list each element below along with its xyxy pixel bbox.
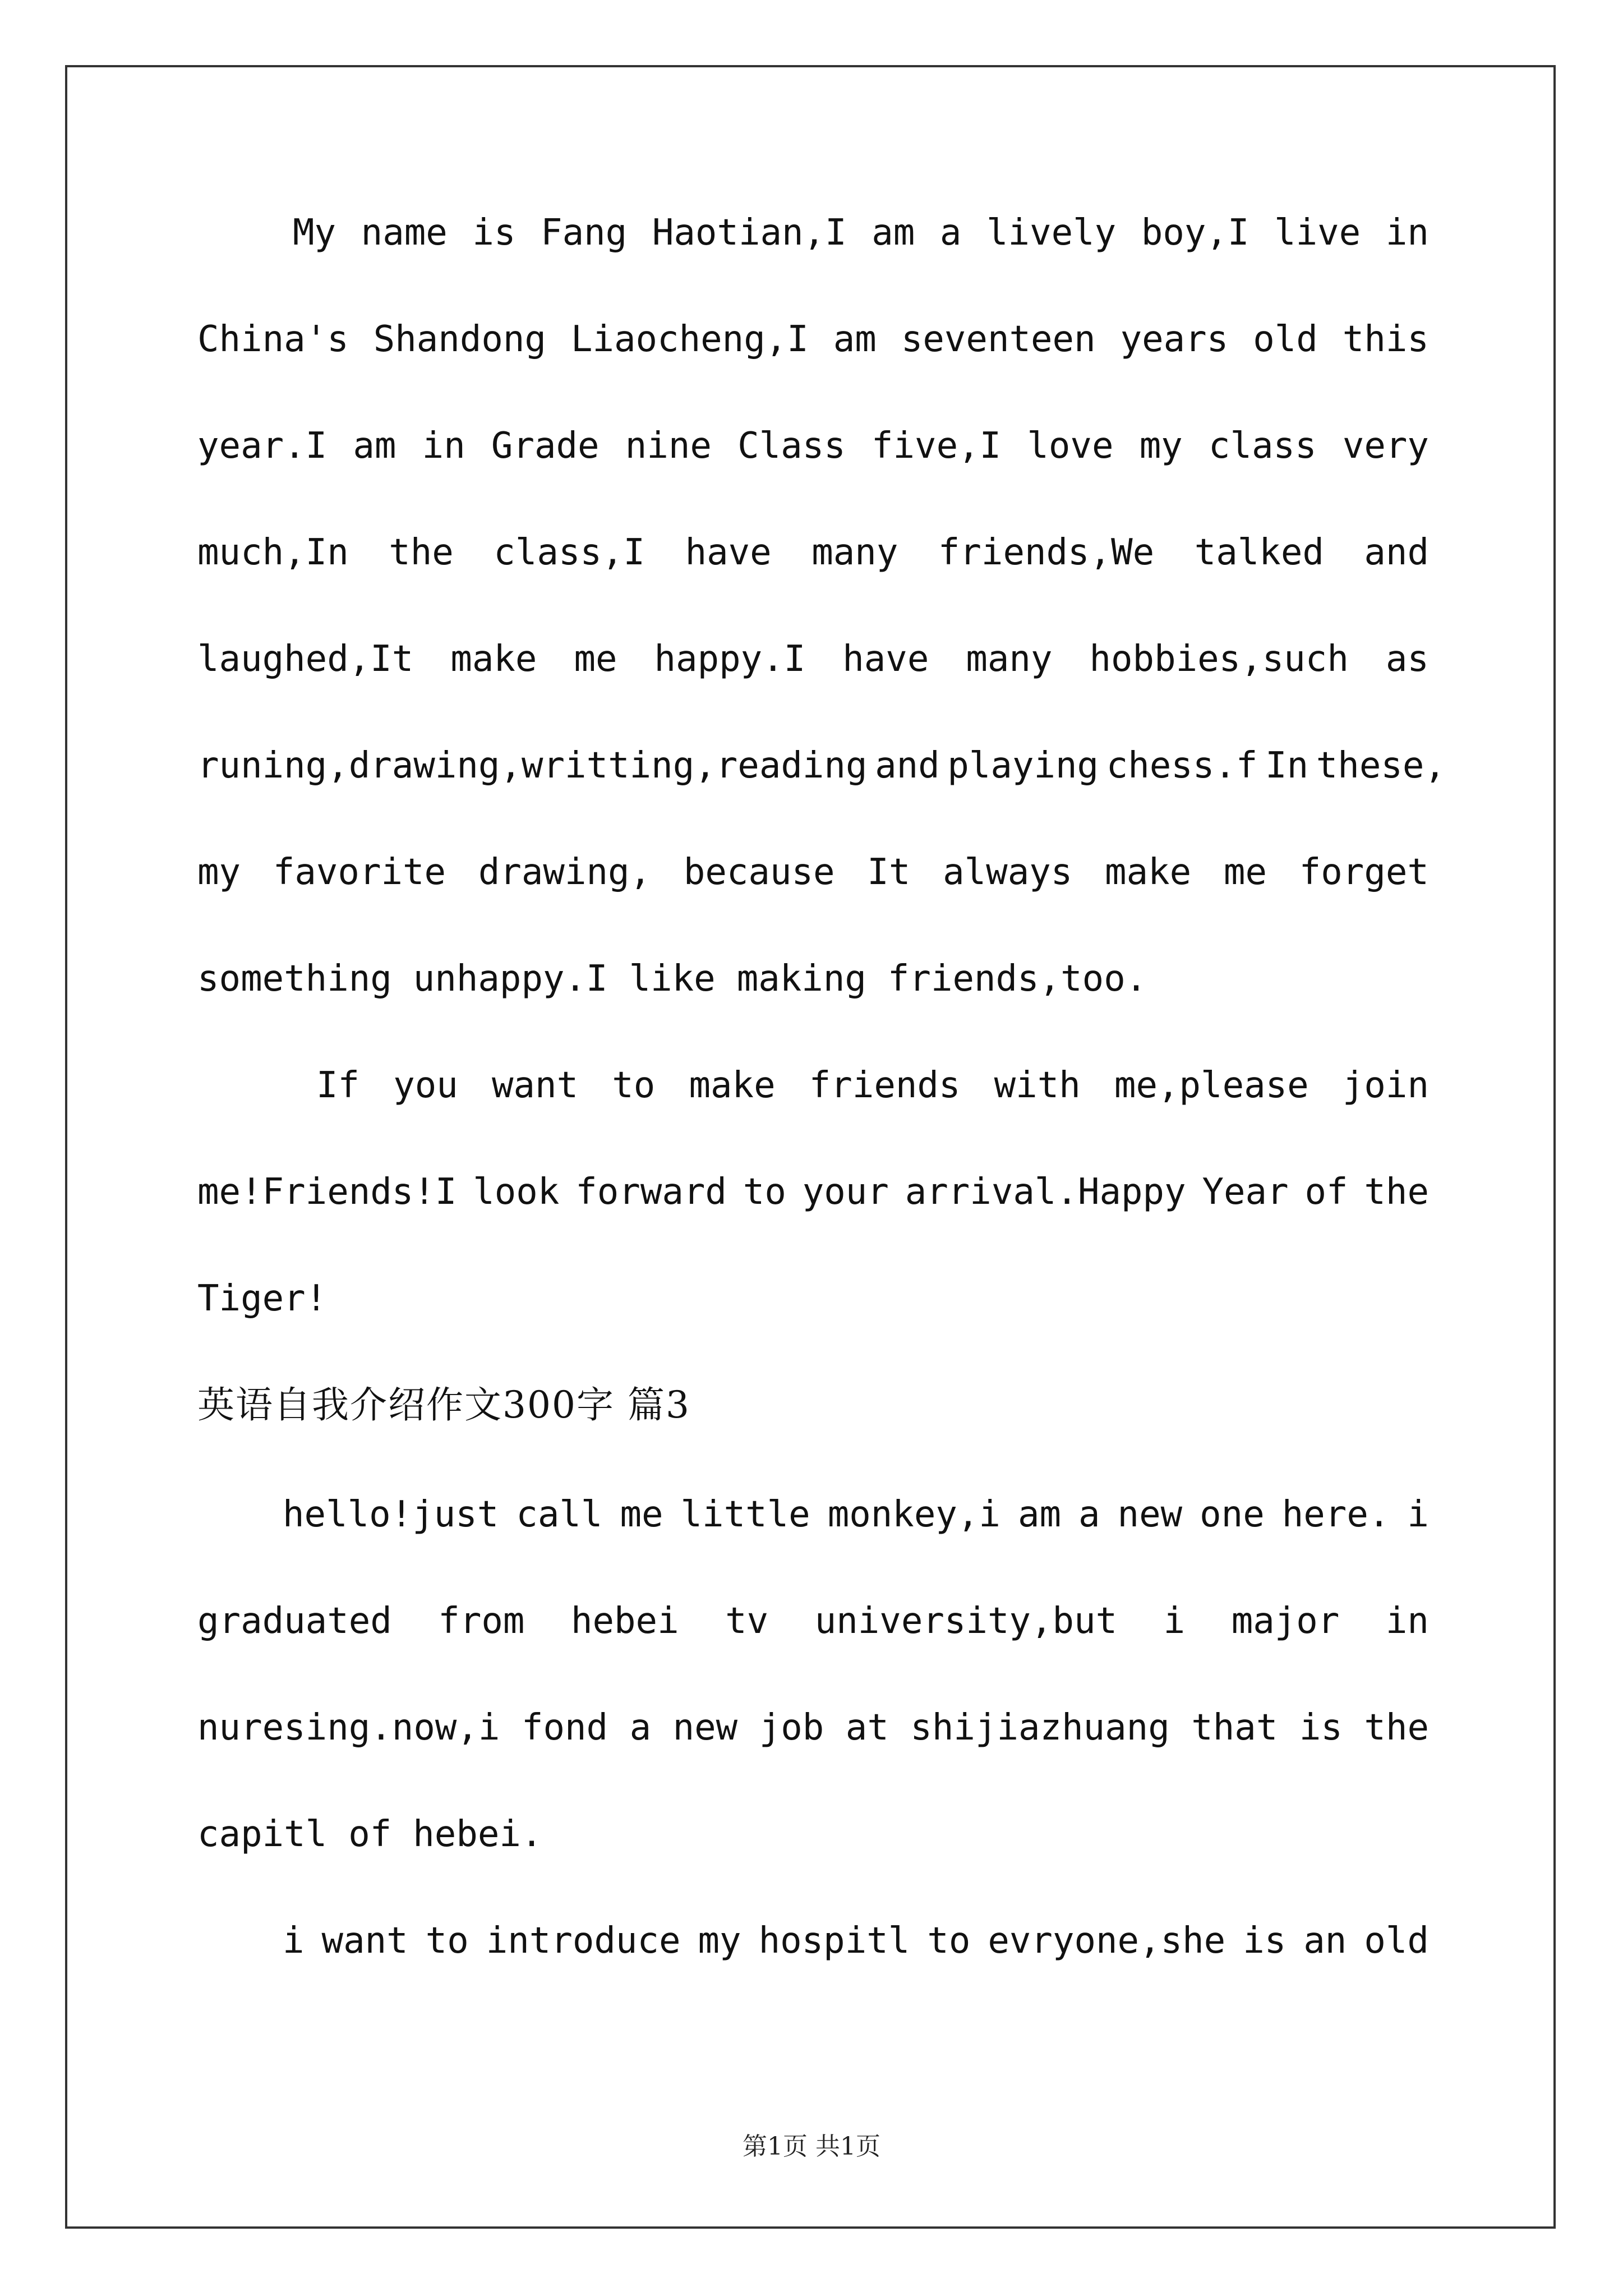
page-footer: 第1页 共1页 xyxy=(743,2132,880,2161)
word: make xyxy=(689,1065,776,1106)
text-line xyxy=(293,202,1429,264)
word: new xyxy=(672,1707,738,1749)
word: friends,We xyxy=(938,532,1155,573)
word: seventeen xyxy=(901,319,1096,360)
word: here. xyxy=(1281,1494,1390,1535)
word: have xyxy=(842,638,929,680)
word: new xyxy=(1117,1494,1183,1535)
word: hebei xyxy=(570,1600,679,1642)
word: a xyxy=(1078,1494,1100,1535)
word: chess.f xyxy=(1106,745,1258,786)
word: to xyxy=(743,1171,786,1213)
word: me!Friends!I xyxy=(197,1171,457,1213)
word: many xyxy=(811,532,898,573)
word: a xyxy=(939,212,962,254)
text-line xyxy=(197,1590,1429,1652)
word: My xyxy=(293,212,336,254)
text-line xyxy=(197,1803,564,1865)
word: nuresing.now,i xyxy=(197,1707,500,1749)
word: runing,drawing,writting,reading xyxy=(197,745,868,786)
text-line xyxy=(197,415,1429,477)
word: Class xyxy=(737,425,846,467)
word: introduce xyxy=(486,1920,681,1962)
word: your xyxy=(802,1171,889,1213)
word: class,I xyxy=(494,532,645,573)
word: because xyxy=(683,852,835,893)
word: Grade xyxy=(491,425,600,467)
word: at xyxy=(845,1707,889,1749)
text-line xyxy=(197,1161,1429,1223)
word: hebei. xyxy=(413,1814,543,1855)
word: unhappy.I xyxy=(413,958,608,1000)
word: me xyxy=(574,638,617,680)
word: is xyxy=(472,212,516,254)
word: make xyxy=(1105,852,1192,893)
word: and xyxy=(875,745,940,786)
word: old xyxy=(1364,1920,1429,1962)
word: monkey,i xyxy=(827,1494,1000,1535)
word: major xyxy=(1231,1600,1340,1642)
word: drawing, xyxy=(478,852,652,893)
word: join xyxy=(1342,1065,1429,1106)
word: love xyxy=(1027,425,1114,467)
word: Liaocheng,I xyxy=(570,319,809,360)
section-heading: 英语自我介绍作文300字 篇3 xyxy=(197,1383,690,1427)
text-line xyxy=(316,1055,1429,1116)
word: like xyxy=(629,958,716,1000)
text-line xyxy=(197,1268,348,1329)
word: five,I xyxy=(871,425,1002,467)
word: nine xyxy=(625,425,712,467)
word: am xyxy=(872,212,915,254)
word: little xyxy=(680,1494,810,1535)
word: an xyxy=(1303,1920,1347,1962)
word: shijiazhuang xyxy=(910,1707,1170,1749)
word: live xyxy=(1274,212,1361,254)
word: want xyxy=(321,1920,408,1962)
word: my xyxy=(698,1920,741,1962)
word: my xyxy=(1139,425,1183,467)
word: the xyxy=(1364,1171,1429,1213)
word: me,please xyxy=(1114,1065,1309,1106)
text-line xyxy=(197,628,1429,690)
word: If xyxy=(316,1065,360,1106)
word: evryone,she xyxy=(988,1920,1226,1962)
text-line xyxy=(283,1484,1429,1545)
word: is xyxy=(1243,1920,1287,1962)
word: make xyxy=(450,638,537,680)
word: to xyxy=(612,1065,656,1106)
word: in xyxy=(422,425,465,467)
page-border xyxy=(65,65,1556,2229)
word: Fang xyxy=(541,212,628,254)
word: tv xyxy=(725,1600,769,1642)
word: of xyxy=(348,1814,392,1855)
word: laughed,It xyxy=(197,638,414,680)
text-line xyxy=(283,1910,1429,1972)
word: me xyxy=(620,1494,663,1535)
word: hello!just xyxy=(283,1494,499,1535)
word: university,but xyxy=(814,1600,1118,1642)
word: call xyxy=(516,1494,603,1535)
word: am xyxy=(353,425,396,467)
word: making xyxy=(736,958,866,1000)
word: that xyxy=(1191,1707,1278,1749)
word: name xyxy=(361,212,448,254)
word: lively xyxy=(986,212,1117,254)
word: hospitl xyxy=(758,1920,910,1962)
word: favorite xyxy=(273,852,446,893)
word: to xyxy=(425,1920,469,1962)
word: always xyxy=(943,852,1073,893)
word: arrival.Happy xyxy=(905,1171,1186,1213)
word: Year xyxy=(1202,1171,1289,1213)
word: me xyxy=(1223,852,1267,893)
word: years xyxy=(1120,319,1229,360)
word: forward xyxy=(575,1171,727,1213)
word: one xyxy=(1200,1494,1265,1535)
word: am xyxy=(833,319,877,360)
text-line xyxy=(197,1697,1429,1759)
word: want xyxy=(491,1065,579,1106)
word: Haotian,I xyxy=(652,212,847,254)
word: much,In xyxy=(197,532,349,573)
word: this xyxy=(1342,319,1429,360)
text-line xyxy=(197,522,1429,583)
word: friends,too. xyxy=(887,958,1147,1000)
word: very xyxy=(1342,425,1429,467)
word: is xyxy=(1299,1707,1343,1749)
word: my xyxy=(197,852,241,893)
word: hobbies,such xyxy=(1089,638,1349,680)
word: forget xyxy=(1299,852,1429,893)
word: something xyxy=(197,958,392,1000)
word: talked xyxy=(1194,532,1324,573)
word: i xyxy=(1407,1494,1429,1535)
word: these, xyxy=(1316,745,1446,786)
word: of xyxy=(1304,1171,1348,1213)
word: you xyxy=(393,1065,458,1106)
text-line xyxy=(197,309,1429,370)
word: playing xyxy=(947,745,1099,786)
text-line xyxy=(197,735,1446,797)
word: graduated xyxy=(197,1600,392,1642)
word: have xyxy=(685,532,772,573)
word: class xyxy=(1208,425,1317,467)
word: and xyxy=(1364,532,1429,573)
word: with xyxy=(994,1065,1081,1106)
word: in xyxy=(1385,212,1429,254)
word: year.I xyxy=(197,425,328,467)
word: It xyxy=(867,852,911,893)
word: job xyxy=(759,1707,824,1749)
word: fond xyxy=(521,1707,608,1749)
word: i xyxy=(283,1920,305,1962)
word: China's xyxy=(197,319,349,360)
word: friends xyxy=(809,1065,961,1106)
text-line xyxy=(197,948,1168,1010)
word: am xyxy=(1017,1494,1061,1535)
word: boy,I xyxy=(1141,212,1249,254)
word: capitl xyxy=(197,1814,328,1855)
word: Shandong xyxy=(373,319,546,360)
word: many xyxy=(966,638,1053,680)
word: as xyxy=(1385,638,1429,680)
word: from xyxy=(438,1600,525,1642)
word: In xyxy=(1265,745,1309,786)
word: look xyxy=(473,1171,560,1213)
word: the xyxy=(1364,1707,1429,1749)
text-line xyxy=(197,841,1429,903)
word: i xyxy=(1163,1600,1186,1642)
word: the xyxy=(389,532,454,573)
word: in xyxy=(1385,1600,1429,1642)
word: to xyxy=(927,1920,971,1962)
word: a xyxy=(629,1707,652,1749)
word: old xyxy=(1253,319,1318,360)
word: Tiger! xyxy=(197,1278,328,1319)
word: happy.I xyxy=(654,638,806,680)
